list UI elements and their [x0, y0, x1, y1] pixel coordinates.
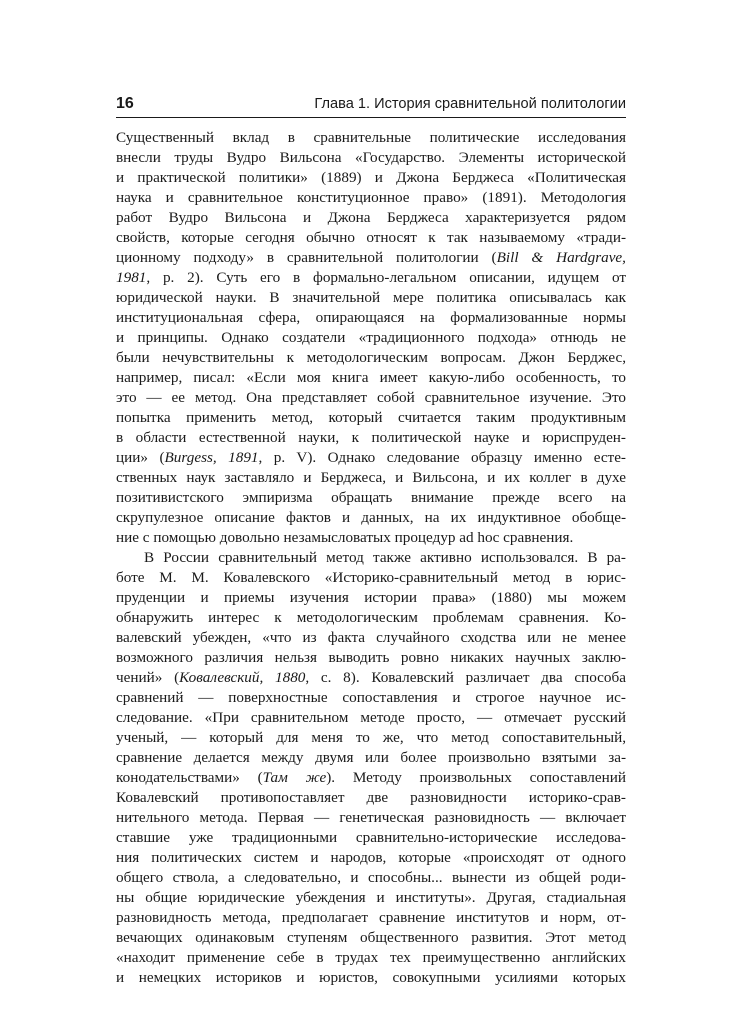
text-run: ученый, — который для меня то же, что метод сопоставительный,: [116, 729, 626, 746]
text-line: [116, 708, 626, 728]
text-line: [116, 148, 626, 168]
text-line: [116, 408, 626, 428]
citation-italic: Там же: [262, 769, 327, 786]
text-line: [116, 868, 626, 888]
text-line: [116, 448, 626, 468]
text-line: [116, 608, 626, 628]
text-run: и практической политики» (1889) и Джона Берджеса «Политическая: [116, 169, 626, 186]
text-run: скрупулезное описание фактов и данных, на их индуктивное обобще-: [116, 509, 626, 526]
text-line: [116, 968, 626, 988]
text-run: и немецких историков и юристов, совокупными усилиями которых: [116, 969, 626, 986]
text-line: [116, 488, 626, 508]
text-line: [116, 368, 626, 388]
text-run: ставшие уже традиционными сравнительно-исторические исследова-: [116, 829, 626, 846]
text-run: конодательствами» (: [116, 769, 263, 786]
body-text: [116, 128, 626, 988]
text-line: [116, 768, 626, 788]
text-line: [116, 288, 626, 308]
text-run: , p. V). Однако следование образцу именно есте-: [258, 449, 626, 466]
text-run: ственных наук заставляло и Берджеса, и Вильсона, и их коллег в духе: [116, 469, 626, 486]
text-line: [116, 268, 626, 288]
text-run: наука и сравнительное конституционное право» (1891). Методология: [116, 189, 626, 206]
text-line: [116, 648, 626, 668]
text-run: , с. 8). Ковалевский различает два способа: [305, 669, 626, 686]
text-run: работ Вудро Вильсона и Джона Берджеса характеризуется рядом: [116, 209, 626, 226]
text-line: [116, 528, 626, 548]
running-head: Глава 1. История сравнительной политологии: [314, 96, 626, 112]
text-run: сравнение делается между двумя или более произвольно взятыми за-: [116, 749, 626, 766]
text-run: были нечувствительны к методологическим вопросам. Джон Берджес,: [116, 349, 626, 366]
text-run: чений» (: [116, 669, 180, 686]
citation-italic: Bill & Hardgrave,: [496, 249, 626, 266]
text-run: пруденции и приемы изучения истории права» (1880) мы можем: [116, 589, 626, 606]
text-run: ния политических систем и народов, которые «происходят от одного: [116, 849, 626, 866]
text-line: [116, 808, 626, 828]
text-run: институциональная сфера, опирающаяся на формализованные нормы: [116, 309, 626, 326]
text-line: [116, 668, 626, 688]
text-line: [116, 848, 626, 868]
text-run: сравнений — поверхностные сопоставления и строгое научное ис-: [116, 689, 626, 706]
text-line: [116, 628, 626, 648]
text-line: [116, 348, 626, 368]
text-run: попытка применить метод, который считается таким продуктивным: [116, 409, 626, 426]
citation-italic: Burgess, 1891: [164, 449, 259, 466]
text-run: свойств, которые сегодня обычно относят к так называемому «тради-: [116, 229, 626, 246]
text-run: например, писал: «Если моя книга имеет какую-либо особенность, то: [116, 369, 626, 386]
text-line: [116, 588, 626, 608]
text-run: это — ее метод. Она представляет собой сравнительное изучение. Это: [116, 389, 626, 406]
text-line: [116, 328, 626, 348]
header-divider: [116, 117, 626, 118]
text-line: [116, 828, 626, 848]
text-run: Существенный вклад в сравнительные политические исследования: [116, 129, 626, 146]
text-line: [116, 308, 626, 328]
text-line: [116, 388, 626, 408]
text-line: [116, 248, 626, 268]
text-line: [116, 188, 626, 208]
text-run: ционному подходу» в сравнительной политологии (: [116, 249, 497, 266]
text-line: [116, 208, 626, 228]
text-line: [116, 128, 626, 148]
text-line: [116, 568, 626, 588]
page-number: 16: [116, 95, 134, 112]
text-run: вечающих одинаковым ступеням общественного развития. Этот метод: [116, 929, 626, 946]
text-run: «находит применение себе в трудах тех преимущественно английских: [116, 949, 626, 966]
text-line: [116, 168, 626, 188]
text-run: , p. 2). Суть его в формально-легальном описании, идущем от: [146, 269, 626, 286]
text-run: В России сравнительный метод также активно использовался. В ра-: [144, 549, 626, 566]
page-header: [116, 94, 626, 118]
text-run: валевский убежден, «что из факта случайного сходства или не менее: [116, 629, 626, 646]
text-run: разновидность метода, предполагает сравнение институтов и норм, от-: [116, 909, 626, 926]
text-line: [116, 228, 626, 248]
text-line: [116, 468, 626, 488]
text-run: внесли труды Вудро Вильсона «Государство. Элементы исторической: [116, 149, 626, 166]
text-line: [116, 508, 626, 528]
text-line: [116, 728, 626, 748]
citation-italic: 1981: [116, 269, 147, 286]
text-run: следование. «При сравнительном методе просто, — отмечает русский: [116, 709, 626, 726]
text-run: юридической науки. В значительной мере политика описывалась как: [116, 289, 626, 306]
text-run: позитивистского эмпиризма обращать внимание прежде всего на: [116, 489, 626, 506]
text-run: ние с помощью довольно незамысловатых процедур ad hoc сравнения.: [116, 529, 574, 546]
text-line: [116, 688, 626, 708]
text-run: Ковалевский противопоставляет две разновидности историко-срав-: [116, 789, 626, 806]
text-run: общего ствола, а следовательно, и способны... вынести из общей роди-: [116, 869, 626, 886]
text-run: боте М. М. Ковалевского «Историко-сравнительный метод в юрис-: [116, 569, 626, 586]
text-run: в области естественной науки, к политической науке и юриспруден-: [116, 429, 626, 446]
text-run: нительного метода. Первая — генетическая разновидность — включает: [116, 809, 626, 826]
text-line: [116, 748, 626, 768]
text-run: ). Методу произвольных сопоставлений: [326, 769, 627, 786]
text-run: обнаружить интерес к методологическим проблемам сравнения. Ко-: [116, 609, 626, 626]
text-line: [116, 948, 626, 968]
text-run: ции» (: [116, 449, 165, 466]
text-line: [116, 548, 626, 568]
text-run: возможного различия нельзя выводить ровно никаких научных заклю-: [116, 649, 626, 666]
text-line: [116, 788, 626, 808]
text-line: [116, 888, 626, 908]
text-line: [116, 908, 626, 928]
citation-italic: Ковалевский, 1880: [179, 669, 306, 686]
text-run: ны общие юридические убеждения и институты». Другая, стадиальная: [116, 889, 626, 906]
text-run: и принципы. Однако создатели «традиционного подхода» отнюдь не: [116, 329, 626, 346]
text-line: [116, 428, 626, 448]
text-line: [116, 928, 626, 948]
